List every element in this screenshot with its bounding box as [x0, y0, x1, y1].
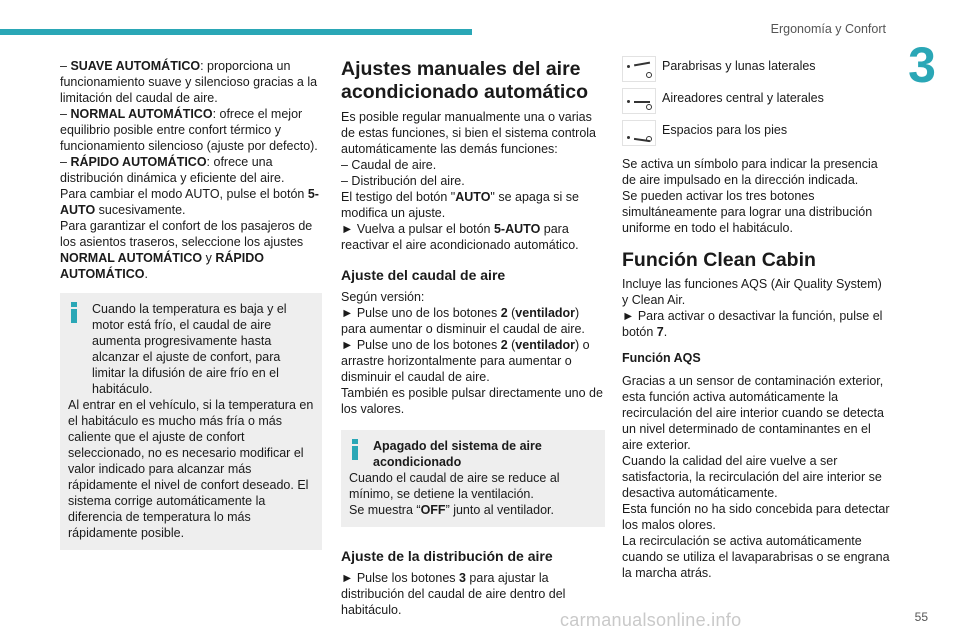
- info-ac-off-text-1: Cuando el caudal de aire se reduce al mínimo, se detiene la ventilación.: [349, 471, 560, 501]
- reactivate-auto-text: ► Vuelva a pulsar el botón 5-AUTO para reactivar el aire acondicionado automático.: [341, 222, 579, 252]
- page-number: 55: [914, 610, 928, 624]
- aqs-text-4: La recirculación se activa automáticamente cuando se utiliza el lavaparabrisas o se engrana la marcha atrás.: [622, 534, 890, 580]
- section-title-clean-cabin: Función Clean Cabin: [622, 249, 816, 271]
- heading-aqs: Función AQS: [622, 351, 701, 365]
- clean-cabin-step: ► Para activar o desactivar la función, pulse el botón 7.: [622, 309, 883, 339]
- mode-normal: – NORMAL AUTOMÁTICO: ofrece el mejor equilibrio posible entre confort térmico y funcionamiento silencioso (ajuste por defecto).: [60, 107, 318, 153]
- mode-soft: – SUAVE AUTOMÁTICO: proporciona un funcionamiento suave y silencioso gracias a la limitación del caudal de aire.: [60, 59, 318, 105]
- mode-fast: – RÁPIDO AUTOMÁTICO: ofrece una distribución dinámica y eficiente del aire.: [60, 155, 285, 185]
- info-ac-off-text-2: Se muestra “OFF” junto al ventilador.: [349, 503, 554, 517]
- manual-intro: Es posible regular manualmente una o varias de estas funciones, si bien el sistema controla automáticamente las demás funciones:: [341, 110, 596, 156]
- info-ac-off-title: Apagado del sistema de aire acondicionado: [373, 439, 542, 469]
- header-accent-bar: [0, 29, 472, 35]
- footwell-airflow-icon: [622, 120, 656, 146]
- aqs-text-1: Gracias a un sensor de contaminación exterior, esta función activa automáticamente la recirculación del aire interior cuando se detecta un nivel determinado de contaminantes en el aire exterior.: [622, 374, 884, 452]
- flow-version: Según versión:: [341, 290, 425, 304]
- column-1: [60, 58, 322, 550]
- chapter-number: 3: [908, 37, 936, 93]
- symbol-activation-text: Se activa un símbolo para indicar la presencia de aire impulsado en la dirección indicada.: [622, 157, 878, 187]
- watermark: carmanualsonline.info: [560, 610, 742, 630]
- chapter-title: Ergonomía y Confort: [770, 22, 886, 36]
- aqs-text-2: Cuando la calidad del aire vuelve a ser satisfactoria, la recirculación del aire interior se desactiva automáticamente.: [622, 454, 882, 500]
- info-box-ac-off: [341, 430, 605, 527]
- dist-item-windscreen: Parabrisas y lunas laterales: [622, 58, 890, 88]
- info-icon: [68, 302, 80, 323]
- section-title-manual: Ajustes manuales del aire acondicionado automático: [341, 58, 589, 103]
- clean-cabin-intro: Incluye las funciones AQS (Air Quality System) y Clean Air.: [622, 277, 882, 307]
- dist-item-feet: Espacios para los pies: [622, 122, 890, 152]
- info-text-1: Cuando la temperatura es baja y el motor está frío, el caudal de aire aumenta progresivamente hasta alcanzar el ajuste de confort, para limitar la difusión de aire frío en el habitáculo.: [92, 302, 287, 396]
- all-buttons-text: Se pueden activar los tres botones simultáneamente para lograr una distribución uniforme en todo el habitáculo.: [622, 189, 873, 235]
- manual-item-dist: – Distribución del aire.: [341, 174, 465, 188]
- rear-comfort-text: Para garantizar el confort de los pasajeros de los asientos traseros, seleccione los ajustes NORMAL AUTOMÁTICO y RÁPIDO AUTOMÁTICO.: [60, 219, 313, 281]
- windscreen-airflow-icon: [622, 56, 656, 82]
- column-3: [622, 58, 890, 581]
- flow-step-2: ► Pulse uno de los botones 2 (ventilador) o arrastre horizontalmente para aumentar o disminuir el caudal de aire.: [341, 338, 590, 384]
- info-icon: [349, 439, 361, 460]
- dist-item-vents: Aireadores central y laterales: [622, 90, 890, 120]
- central-vents-airflow-icon: [622, 88, 656, 114]
- flow-step-3: También es posible pulsar directamente uno de los valores.: [341, 386, 603, 416]
- flow-step-1: ► Pulse uno de los botones 2 (ventilador) para aumentar o disminuir el caudal de aire.: [341, 306, 585, 336]
- manual-item-flow: – Caudal de aire.: [341, 158, 437, 172]
- column-2: [341, 58, 605, 618]
- info-box-cold-engine: [60, 293, 322, 550]
- heading-air-distribution: Ajuste de la distribución de aire: [341, 548, 553, 564]
- heading-air-flow: Ajuste del caudal de aire: [341, 267, 506, 283]
- info-text-2: Al entrar en el vehículo, si la temperatura en el habitáculo es mucho más fría o más caliente que el ajuste de confort seleccionado, no es necesario modificar el valor indicado para alcanzar más rápidamente el nivel de confort deseado. El sistema corrige automáticamente la diferencia de temperatura lo más rápidamente posible.: [68, 398, 314, 540]
- auto-led-text: El testigo del botón "AUTO" se apaga si se modifica un ajuste.: [341, 190, 579, 220]
- change-mode-text: Para cambiar el modo AUTO, pulse el botón 5-AUTO sucesivamente.: [60, 187, 319, 217]
- aqs-text-3: Esta función no ha sido concebida para detectar los malos olores.: [622, 502, 890, 532]
- dist-step: ► Pulse los botones 3 para ajustar la distribución del caudal de aire dentro del habitáculo.: [341, 571, 566, 617]
